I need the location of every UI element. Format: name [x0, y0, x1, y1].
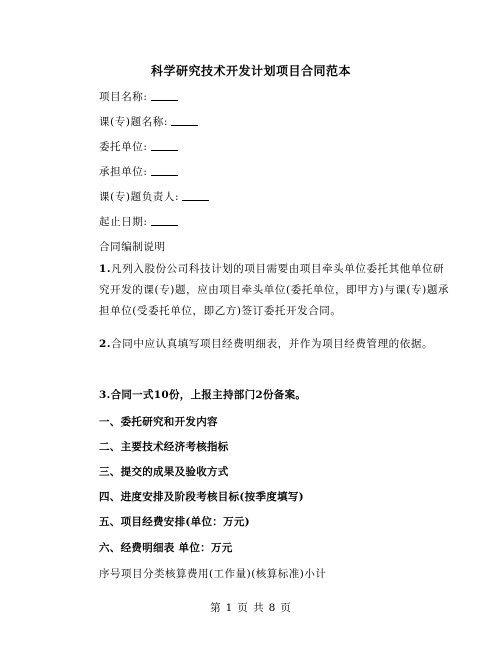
section-heading-5: 五、项目经费安排(单位：万元) [99, 516, 250, 528]
footer-prefix: 第 [210, 602, 222, 614]
note-paragraph-1 [73, 259, 455, 322]
blank-line [151, 215, 178, 226]
footer-mid: 页 共 [237, 602, 265, 614]
blank-line [182, 190, 209, 201]
note-text: 凡列入股份公司科技计划的项目需要由项目牵头单位委托其他单位研究开发的课(专)题，应由项目牵头单位(委托单位，即甲方)与课(专)题承担单位(受委托单位，即乙方)签订委托开发合同。 [99, 263, 450, 317]
note-paragraph-2 [73, 334, 455, 355]
note-number: 3. [99, 389, 111, 401]
section-heading-4: 四、进度安排及阶段考核目标(按季度填写) [99, 491, 304, 503]
section-heading-6: 六、经费明细表 单位：万元 [99, 542, 233, 554]
field-label: 课(专)题名称: [99, 116, 169, 128]
blank-line [151, 140, 178, 151]
field-label: 起止日期: [99, 216, 148, 228]
section-heading-1: 一、委托研究和开发内容 [99, 416, 218, 428]
field-project-name [99, 89, 178, 104]
table-header-row: 序号项目分类核算费用(工作量)(核算标准)小计 [99, 568, 327, 580]
blank-line [151, 165, 178, 176]
note-text: 合同中应认真填写项目经费明细表，并作为项目经费管理的依据。 [111, 338, 434, 350]
total-page-count: 8 [268, 602, 277, 614]
field-label: 承担单位: [99, 166, 148, 178]
field-undertaking-unit [99, 164, 178, 179]
current-page-number: 1 [225, 602, 234, 614]
document-title: 科学研究技术开发计划项目合同范本 [150, 64, 351, 78]
note-number: 2. [99, 338, 112, 350]
field-subject-leader [99, 189, 209, 204]
footer-suffix: 页 [280, 602, 292, 614]
field-date-range [99, 214, 178, 229]
blank-line [151, 90, 178, 101]
notes-heading: 合同编制说明 [99, 241, 166, 253]
page-footer [0, 600, 502, 615]
field-subject-name [99, 114, 198, 129]
field-label: 委托单位: [99, 141, 148, 153]
note-number: 1. [99, 263, 112, 275]
field-label: 课(专)题负责人: [99, 191, 180, 203]
section-heading-2: 二、主要技术经济考核指标 [99, 441, 229, 453]
section-heading-3: 三、提交的成果及验收方式 [99, 466, 229, 478]
field-client-unit [99, 139, 178, 154]
note-text: 合同一式10份，上报主持部门2份备案。 [110, 389, 307, 401]
note-paragraph-3 [99, 387, 306, 402]
field-label: 项目名称: [99, 91, 148, 103]
blank-line [171, 115, 198, 126]
